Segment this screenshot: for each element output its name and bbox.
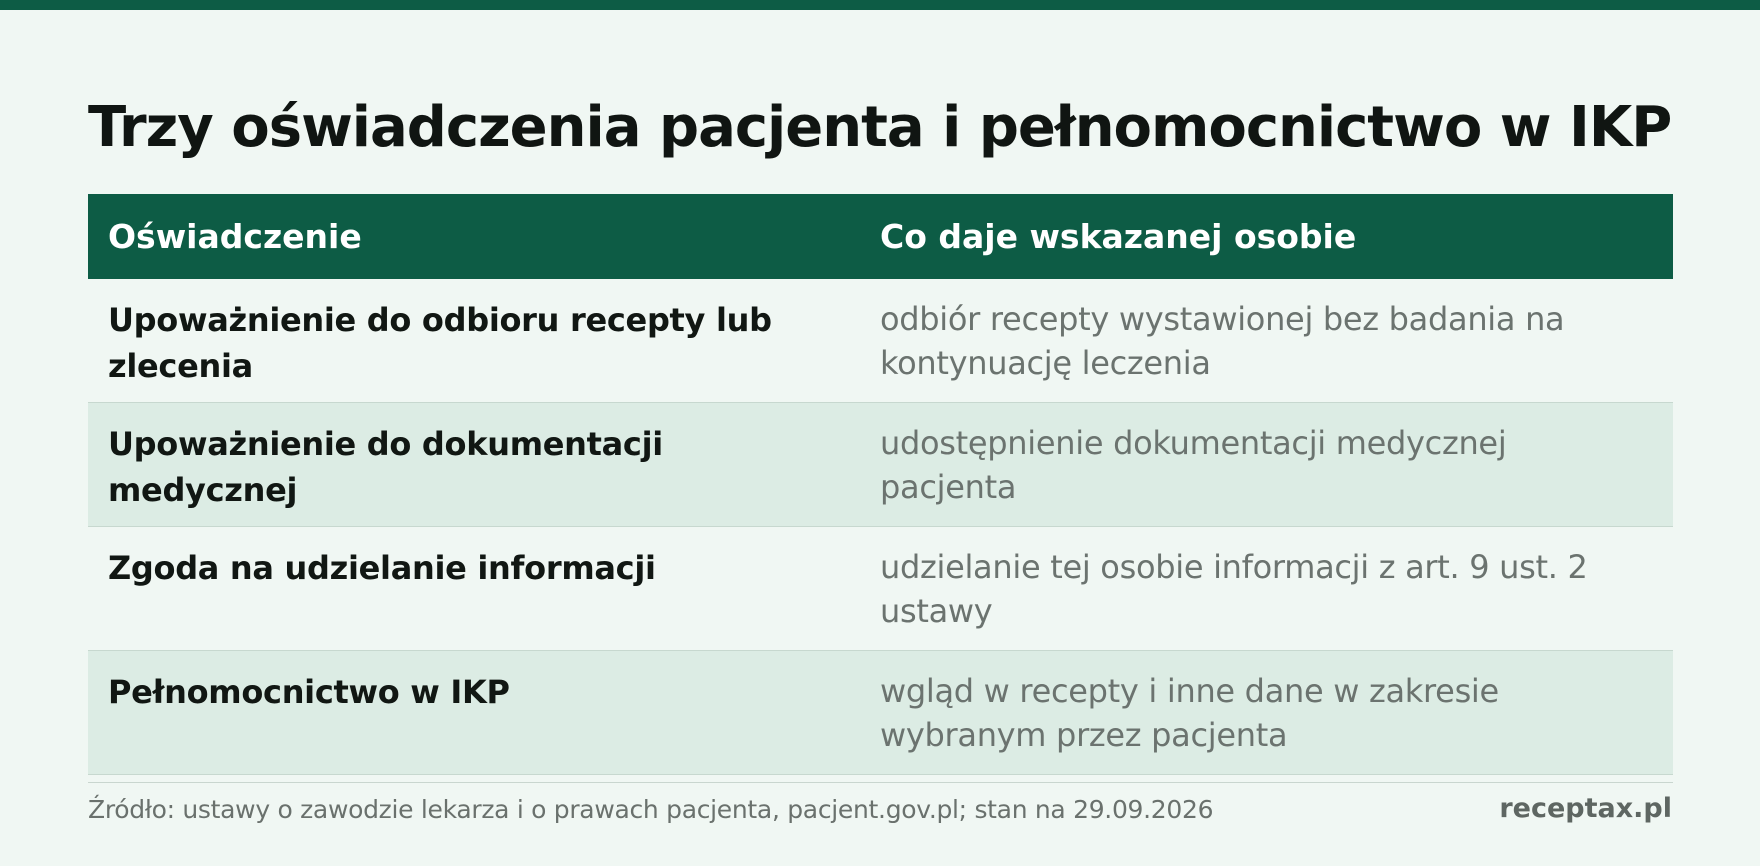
table-row (88, 279, 1673, 403)
statements-table (88, 194, 1673, 775)
statement-name: Pełnomocnictwo w IKP (108, 673, 510, 711)
table-header (88, 194, 1673, 279)
statement-name: Zgoda na udzielanie informacji (108, 549, 656, 587)
column-header-statement: Oświadczenie (108, 217, 362, 256)
brand-label: receptax.pl (1499, 793, 1672, 824)
statement-benefit: udostępnienie dokumentacji medycznej pacjenta (880, 424, 1507, 506)
statement-benefit: wgląd w recepty i inne dane w zakresie wybranym przez pacjenta (880, 672, 1499, 754)
statement-benefit: odbiór recepty wystawionej bez badania na kontynuację leczenia (880, 300, 1565, 382)
table-row (88, 527, 1673, 651)
footer-divider (88, 782, 1673, 783)
top-accent-bar (0, 0, 1760, 10)
page-title: Trzy oświadczenia pacjenta i pełnomocnictwo w IKP (88, 95, 1672, 160)
statement-name: Upoważnienie do dokumentacji medycznej (108, 425, 663, 509)
statement-name: Upoważnienie do odbioru recepty lub zlecenia (108, 301, 772, 385)
column-header-benefit: Co daje wskazanej osobie (880, 217, 1357, 256)
table-row (88, 651, 1673, 775)
statement-benefit: udzielanie tej osobie informacji z art. 9 ust. 2 ustawy (880, 548, 1588, 630)
table-row (88, 403, 1673, 527)
source-note: Źródło: ustawy o zawodzie lekarza i o prawach pacjenta, pacjent.gov.pl; stan na 29.09.2026 (88, 795, 1214, 824)
